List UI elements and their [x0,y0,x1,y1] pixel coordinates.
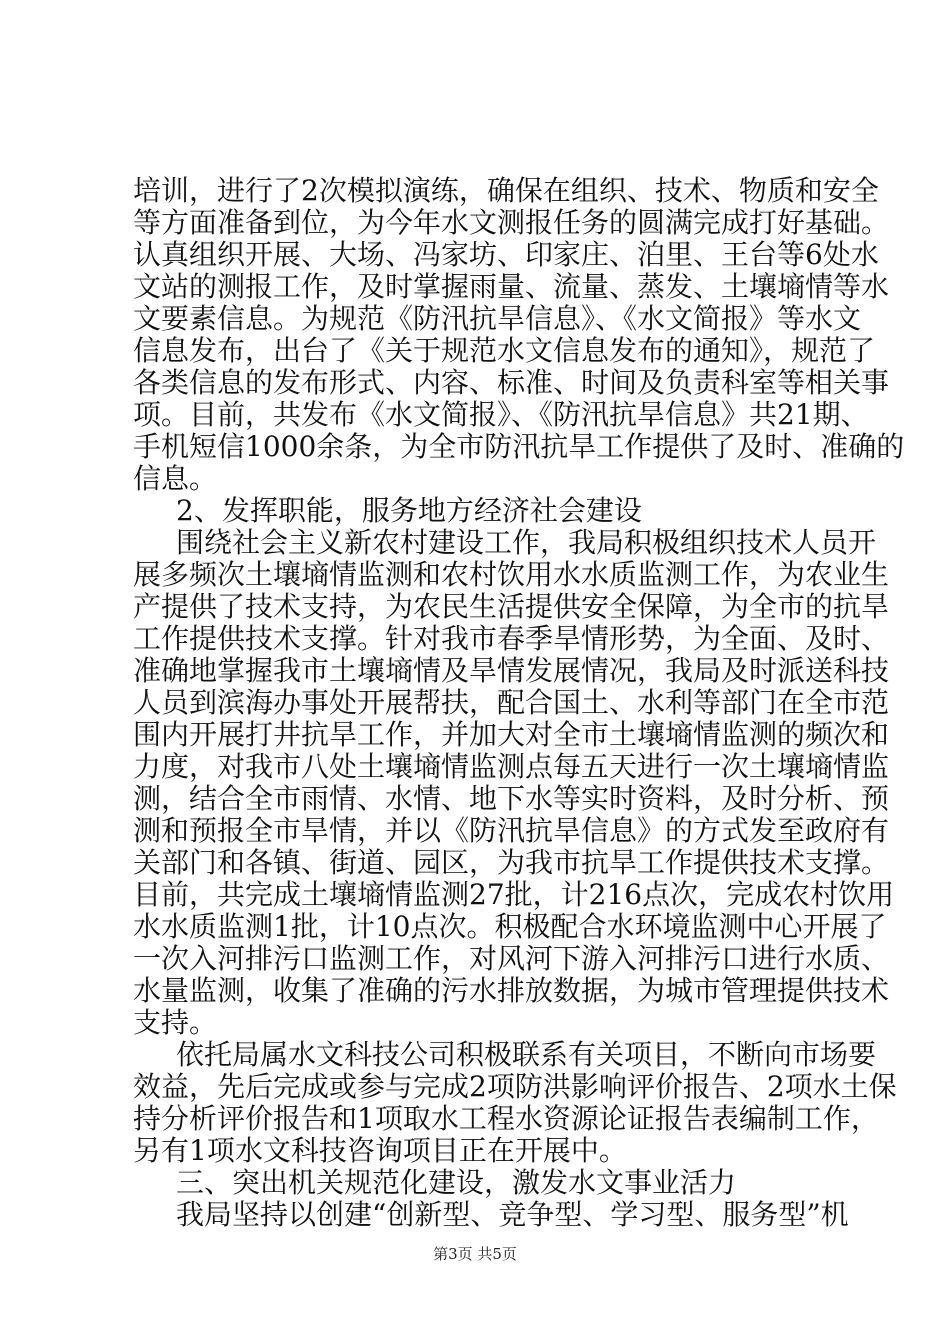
text-line: 工作提供技术支撑。针对我市春季旱情形势，为全面、及时、 [133,622,890,655]
section-heading: 三、突出机关规范化建设，激发水文事业活力 [176,1166,737,1199]
text-line: 测和预报全市旱情，并以《防汛抗旱信息》的方式发至政府有 [133,814,890,847]
text-line: 各类信息的发布形式、内容、标准、时间及负责科室等相关事 [133,366,890,399]
text-line: 培训，进行了2次模拟演练，确保在组织、技术、物质和安全 [133,174,879,207]
text-line: 信息。 [133,462,218,495]
text-line: 等方面准备到位，为今年水文测报任务的圆满完成打好基础。 [133,206,890,239]
text-line: 认真组织开展、大场、冯家坊、印家庄、泊里、王台等6处水 [133,238,879,271]
text-line: 依托局属水文科技公司积极联系有关项目，不断向市场要 [176,1038,877,1071]
text-line: 产提供了技术支持，为农民生活提供安全保障，为全市的抗旱 [133,590,890,623]
text-line: 信息发布，出台了《关于规范水文信息发布的通知》，规范了 [133,334,876,367]
text-line: 持分析评价报告和1项取水工程水资源论证报告表编制工作， [133,1102,879,1135]
text-line: 支持。 [133,1006,218,1039]
text-line: 文要素信息。为规范《防汛抗旱信息》、《水文简报》等水文 [133,302,862,335]
text-line: 手机短信1000余条，为全市防汛抗旱工作提供了及时、准确的 [133,430,905,463]
text-line: 关部门和各镇、街道、园区，为我市抗旱工作提供技术支撑。 [133,846,890,879]
section-heading: 2、发挥职能，服务地方经济社会建设 [176,494,642,527]
text-line: 围内开展打井抗旱工作，并加大对全市土壤墒情监测的频次和 [133,718,890,751]
text-line: 人员到滨海办事处开展帮扶，配合国土、水利等部门在全市范 [133,686,890,719]
text-line: 效益，先后完成或参与完成2项防洪影响评价报告、2项水土保 [133,1070,897,1103]
text-line: 水水质监测1批，计10点次。积极配合水环境监测中心开展了 [133,910,887,943]
text-line: 我局坚持以创建“创新型、竞争型、学习型、服务型”机 [176,1198,849,1231]
page-number: 第3页 共5页 [433,1245,517,1263]
text-line: 项。目前，共发布《水文简报》、《防汛抗旱信息》共21期、 [133,398,869,431]
text-line: 测，结合全市雨情、水情、地下水等实时资料，及时分析、预 [133,782,890,815]
text-line: 目前，共完成土壤墒情监测27批，计216点次，完成农村饮用 [133,878,895,911]
text-line: 力度，对我市八处土壤墒情监测点每五天进行一次土壤墒情监 [133,750,890,783]
text-line: 另有1项水文科技咨询项目正在开展中。 [133,1134,627,1167]
text-line: 一次入河排污口监测工作，对风河下游入河排污口进行水质、 [133,942,890,975]
text-line: 围绕社会主义新农村建设工作，我局积极组织技术人员开 [176,526,877,559]
text-line: 水量监测，收集了准确的污水排放数据，为城市管理提供技术 [133,974,890,1007]
text-line: 文站的测报工作，及时掌握雨量、流量、蒸发、土壤墒情等水 [133,270,890,303]
text-line: 准确地掌握我市土壤墒情及旱情发展情况，我局及时派送科技 [133,654,890,687]
text-line: 展多频次土壤墒情监测和农村饮用水水质监测工作，为农业生 [133,558,890,591]
